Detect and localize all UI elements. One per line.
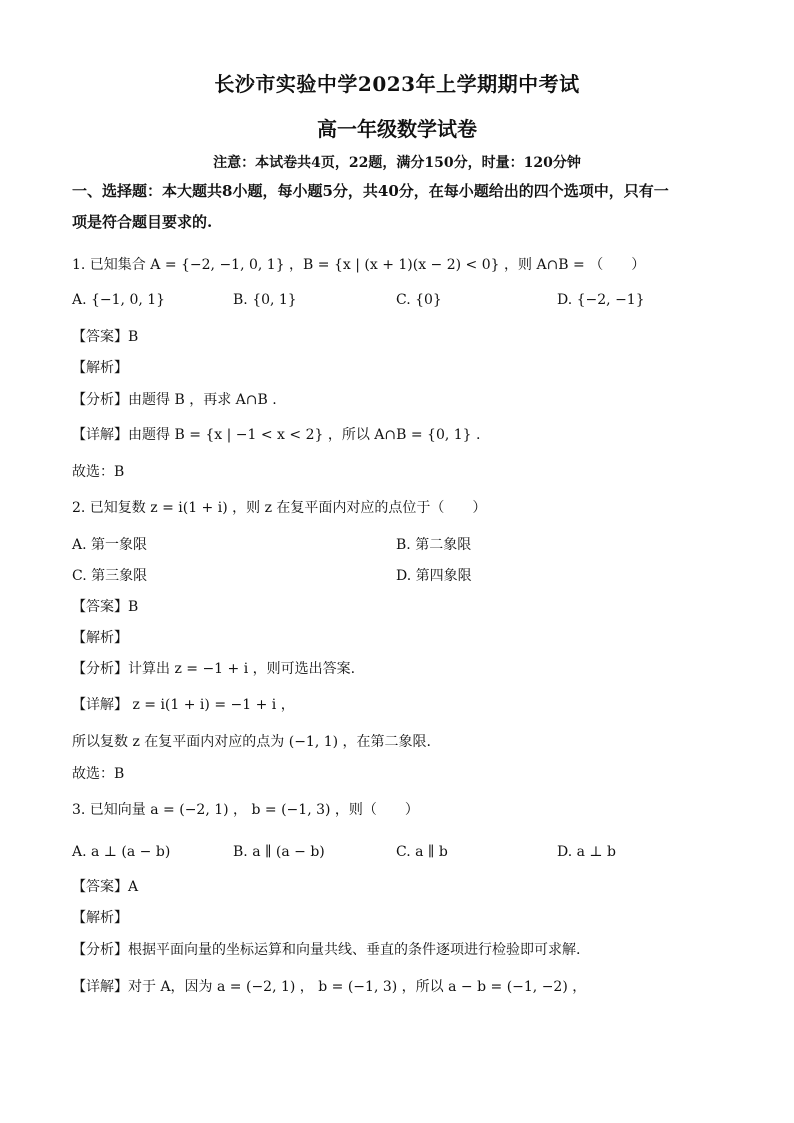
q2-detail: 【详解】 z = i(1 + i) = −1 + i ， xyxy=(72,697,295,713)
exam-title: 长沙市实验中学2023年上学期期中考试 xyxy=(214,72,580,96)
q3-option-b: B. a ∥ (a − b) xyxy=(233,844,325,860)
q1-analysis: 【分析】由题得 B ，再求 A∩B . xyxy=(72,392,277,408)
q1-option-a: A. {−1, 0, 1} xyxy=(72,292,166,308)
exam-notice: 注意：本试卷共4页，22题，满分150分，时量：120分钟 xyxy=(213,155,581,171)
q2-detail-2: 所以复数 z 在复平面内对应的点为 (−1, 1) ，在第二象限. xyxy=(72,734,431,750)
section-heading-line-2: 项是符合题目要求的. xyxy=(72,213,213,231)
q1-stem: 1. 已知集合 A = {−2, −1, 0, 1} ，B = {x | (x + 1)(x − 2) < 0} ，则 A∩B = （ ） xyxy=(72,257,646,273)
q2-option-d: D. 第四象限 xyxy=(396,568,472,584)
q1-option-b: B. {0, 1} xyxy=(233,292,297,308)
q2-answer: 【答案】B xyxy=(72,599,139,615)
q3-detail: 【详解】对于 A，因为 a = (−2, 1) ， b = (−1, 3) ，所以 a − b = (−1, −2) ， xyxy=(72,979,587,995)
q1-option-c: C. {0} xyxy=(396,292,442,308)
q1-option-d: D. {−2, −1} xyxy=(557,292,645,308)
q1-detail: 【详解】由题得 B = {x | −1 < x < 2} ，所以 A∩B = {0, 1} . xyxy=(72,427,481,443)
q3-analysis-heading: 【解析】 xyxy=(72,910,128,926)
q2-option-c: C. 第三象限 xyxy=(72,568,148,584)
q3-option-c: C. a ∥ b xyxy=(396,844,448,860)
q2-conclusion: 故选：B xyxy=(72,766,125,782)
exam-subtitle: 高一年级数学试卷 xyxy=(317,117,477,141)
q3-stem: 3. 已知向量 a = (−2, 1) ， b = (−1, 3) ，则（ ） xyxy=(72,802,419,818)
q3-answer: 【答案】A xyxy=(72,879,139,895)
q1-answer: 【答案】B xyxy=(72,329,139,345)
q3-option-d: D. a ⊥ b xyxy=(557,844,617,860)
q1-analysis-heading: 【解析】 xyxy=(72,360,128,376)
q2-option-b: B. 第二象限 xyxy=(396,537,472,553)
section-heading-line-1: 一、选择题：本大题共8小题，每小题5分，共40分，在每小题给出的四个选项中，只有一 xyxy=(72,182,669,200)
q2-option-a: A. 第一象限 xyxy=(72,537,148,553)
q1-conclusion: 故选：B xyxy=(72,464,125,480)
q2-analysis: 【分析】计算出 z = −1 + i ，则可选出答案. xyxy=(72,661,356,677)
q2-stem: 2. 已知复数 z = i(1 + i) ，则 z 在复平面内对应的点位于（ ） xyxy=(72,500,487,516)
q3-analysis: 【分析】根据平面向量的坐标运算和向量共线、垂直的条件逐项进行检验即可求解. xyxy=(72,942,581,958)
q2-analysis-heading: 【解析】 xyxy=(72,630,128,646)
q3-option-a: A. a ⊥ (a − b) xyxy=(72,844,171,860)
